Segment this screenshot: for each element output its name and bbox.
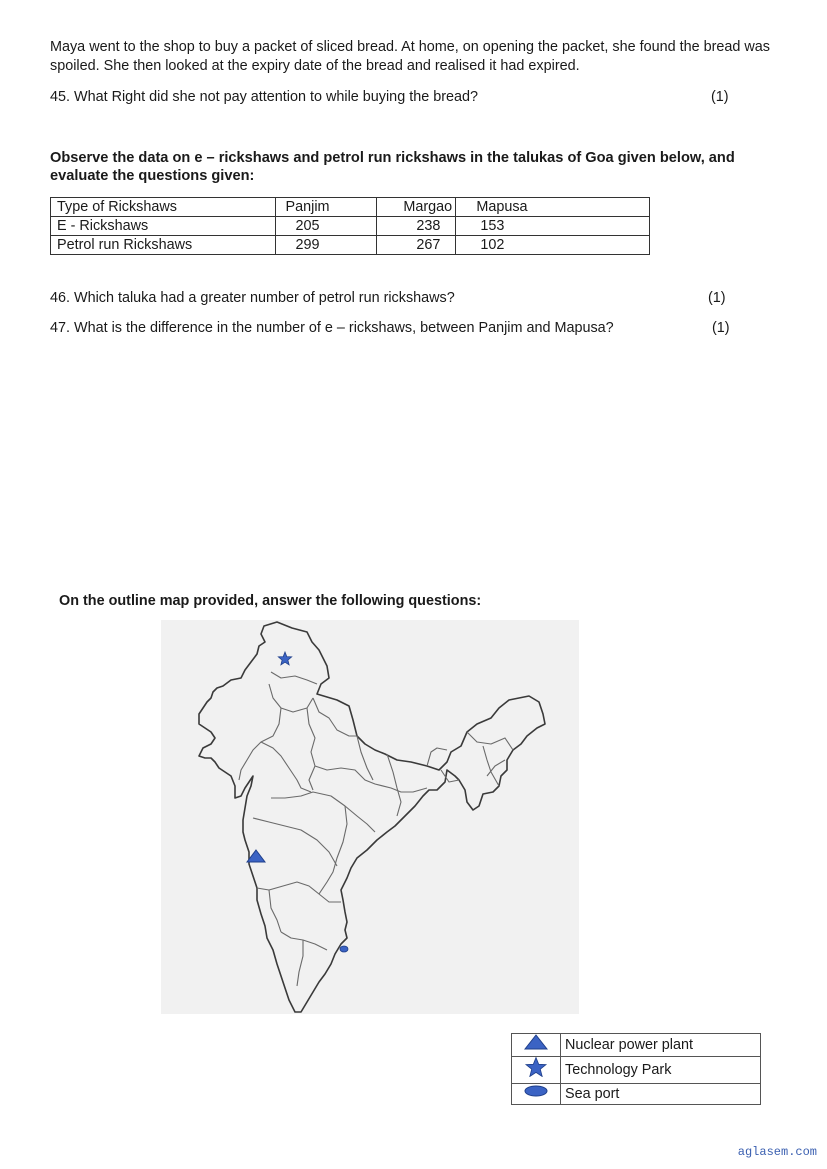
table-header-cell: Mapusa — [456, 198, 650, 217]
question-45-marks: (1) — [711, 89, 729, 105]
table-cell: 205 — [275, 217, 377, 236]
legend-label-nuclear: Nuclear power plant — [561, 1034, 761, 1057]
rickshaw-data-table — [50, 197, 650, 255]
map-legend — [511, 1033, 761, 1105]
footer-watermark[interactable]: aglasem.com — [737, 1145, 817, 1159]
question-47-marks: (1) — [712, 320, 730, 336]
table-cell: 102 — [456, 236, 650, 255]
map-section-heading: On the outline map provided, answer the following questions: — [59, 593, 482, 609]
table-row — [51, 236, 650, 255]
table-cell: 299 — [275, 236, 377, 255]
table-header-cell: Type of Rickshaws — [51, 198, 276, 217]
table-row — [51, 217, 650, 236]
table-header-cell: Margao — [377, 198, 456, 217]
legend-row — [512, 1084, 761, 1105]
sea-port-marker — [340, 946, 348, 952]
table-cell: Petrol run Rickshaws — [51, 236, 276, 255]
question-45: 45. What Right did she not pay attention to while buying the bread? — [50, 89, 479, 105]
triangle-icon — [512, 1034, 561, 1057]
india-outline — [199, 622, 545, 1012]
legend-label-tech-park: Technology Park — [561, 1057, 761, 1084]
table-cell: E - Rickshaws — [51, 217, 276, 236]
legend-row — [512, 1034, 761, 1057]
technology-park-marker — [278, 652, 291, 665]
table-cell: 153 — [456, 217, 650, 236]
legend-row — [512, 1057, 761, 1084]
legend-label-sea-port: Sea port — [561, 1084, 761, 1105]
rickshaw-section-heading: Observe the data on e – rickshaws and petrol run rickshaws in the talukas of Goa given below, and evaluate the questions given: — [50, 150, 735, 184]
table-header-row — [51, 198, 650, 217]
table-cell: 238 — [377, 217, 456, 236]
intro-paragraph: Maya went to the shop to buy a packet of sliced bread. At home, on opening the packet, she found the bread was spoiled. She then looked at the expiry date of the bread and realised it had expired. — [50, 39, 771, 74]
question-46-marks: (1) — [708, 290, 726, 306]
star-icon — [512, 1057, 561, 1084]
map-svg — [161, 620, 579, 1014]
question-47: 47. What is the difference in the number of e – rickshaws, between Panjim and Mapusa? — [50, 320, 614, 336]
ellipse-icon — [512, 1084, 561, 1105]
question-46: 46. Which taluka had a greater number of petrol run rickshaws? — [50, 290, 455, 306]
table-cell: 267 — [377, 236, 456, 255]
india-outline-map — [161, 620, 579, 1014]
table-header-cell: Panjim — [275, 198, 377, 217]
